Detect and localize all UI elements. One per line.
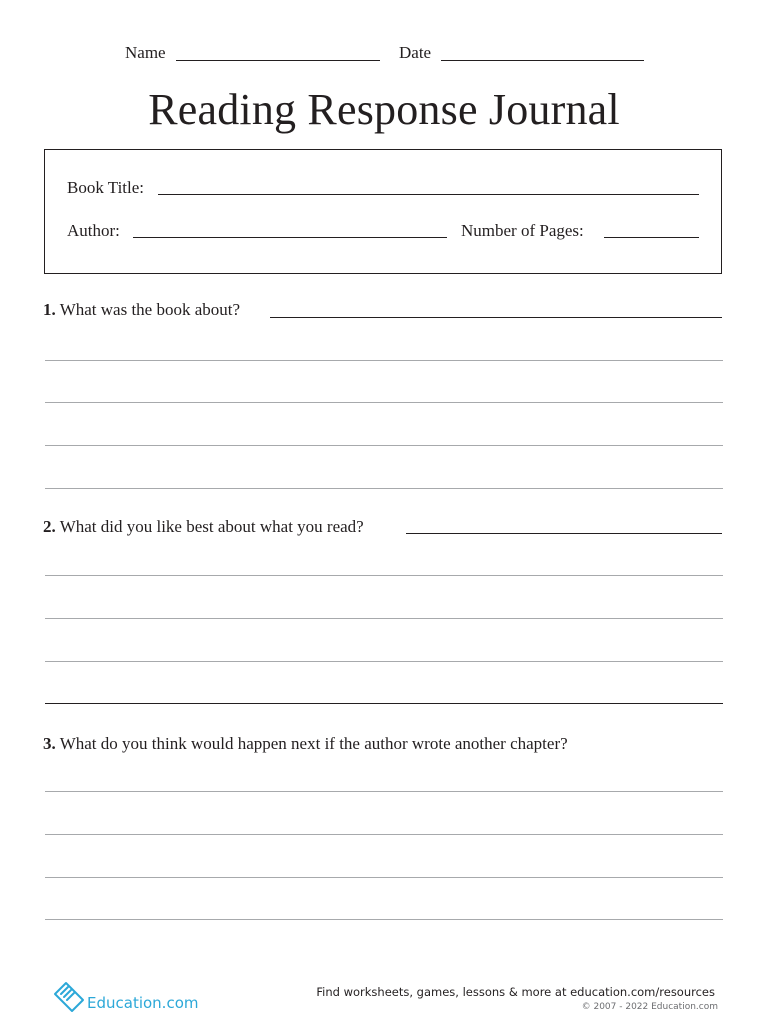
question-text: What did you like best about what you read? [59,517,364,536]
question-number: 3. [43,734,56,753]
author-field[interactable] [133,237,447,238]
question-2 [43,517,364,537]
answer-line[interactable] [45,703,723,704]
answer-line[interactable] [270,317,722,318]
author-label: Author: [67,221,120,240]
question-number: 2. [43,517,56,536]
answer-line[interactable] [45,360,723,361]
date-label: Date [399,43,432,62]
book-title-label: Book Title: [67,178,145,197]
question-number: 1. [43,300,56,319]
question-text: What do you think would happen next if the author wrote another chapter? [59,734,568,753]
book-info-box [44,149,722,274]
pages-label: Number of Pages: [461,221,584,240]
education-logo-text[interactable]: Education.com [87,994,199,1012]
footer-tagline[interactable]: Find worksheets, games, lessons & more at education.com/resources [316,985,715,999]
answer-line[interactable] [45,919,723,920]
pages-field[interactable] [604,237,699,238]
answer-line[interactable] [45,834,723,835]
question-1 [43,300,240,320]
answer-line[interactable] [45,488,723,489]
date-field[interactable] [441,60,644,61]
answer-line[interactable] [45,575,723,576]
question-3 [43,734,568,754]
answer-line[interactable] [406,533,722,534]
page-title: Reading Response Journal [148,85,620,134]
question-text: What was the book about? [59,300,241,319]
answer-line[interactable] [45,877,723,878]
education-logo-icon[interactable] [52,978,86,1014]
book-title-field[interactable] [158,194,699,195]
answer-line[interactable] [45,402,723,403]
answer-line[interactable] [45,661,723,662]
name-field[interactable] [176,60,380,61]
footer-copyright: © 2007 - 2022 Education.com [581,1002,718,1012]
answer-line[interactable] [45,618,723,619]
answer-line[interactable] [45,791,723,792]
name-label: Name [125,43,166,62]
answer-line[interactable] [45,445,723,446]
